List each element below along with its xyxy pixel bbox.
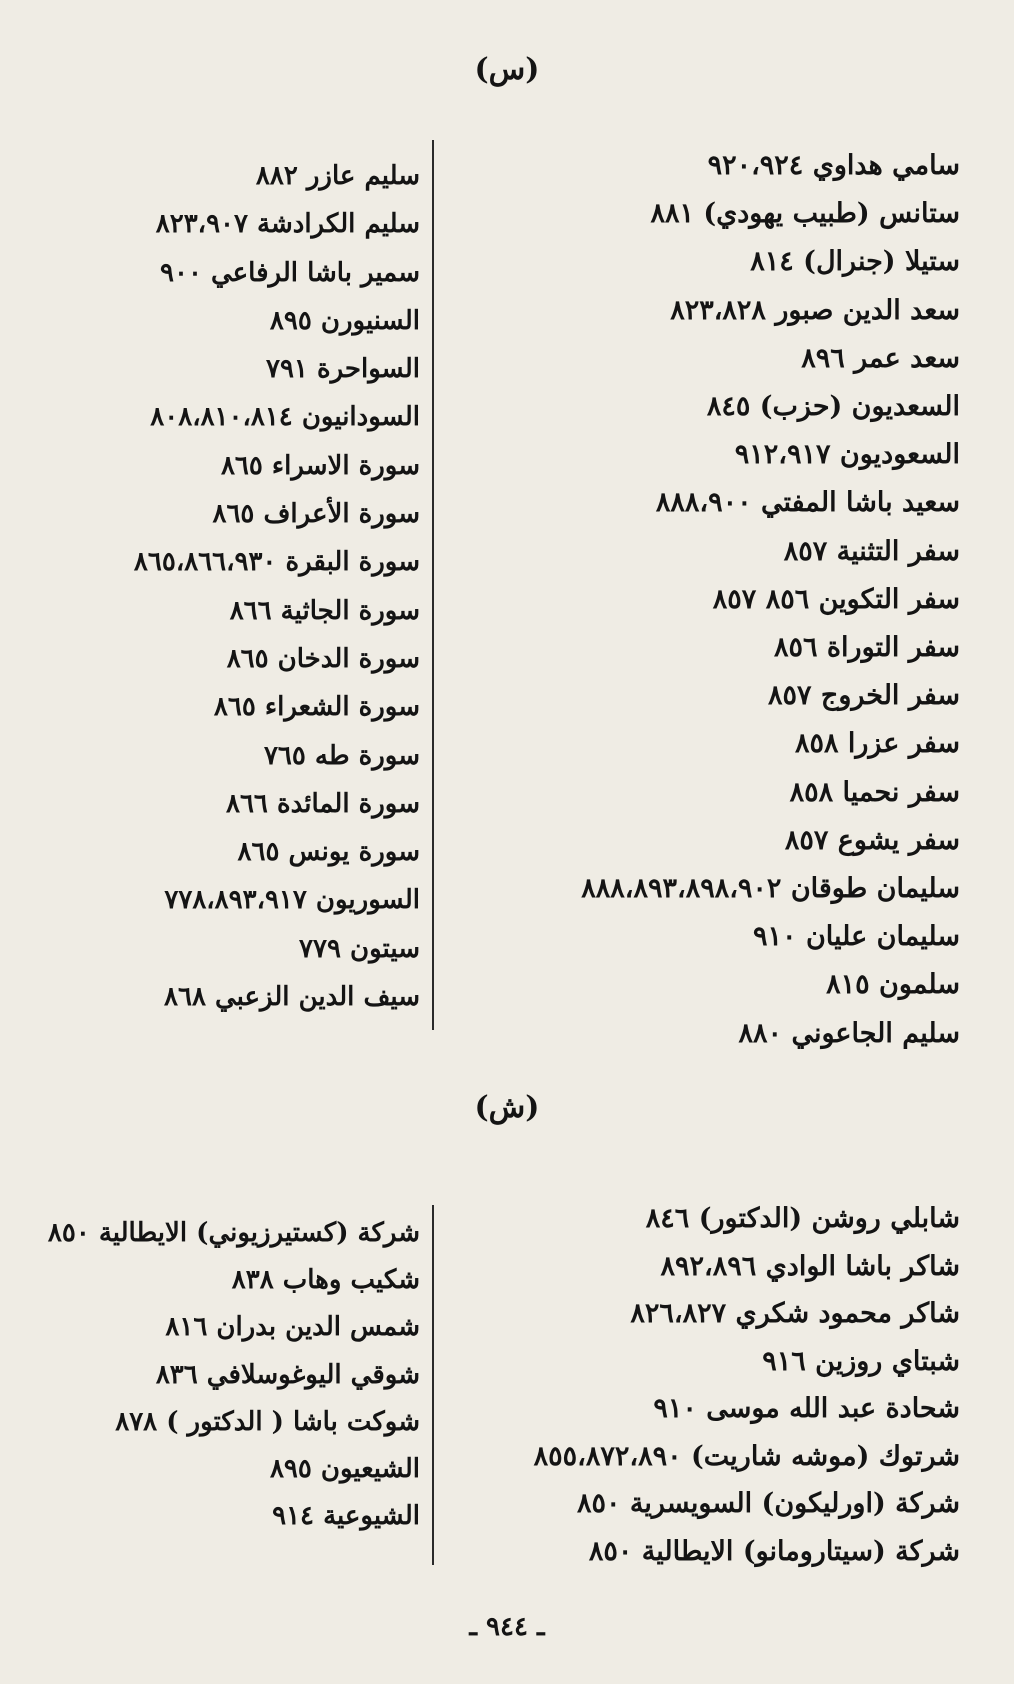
index-entry: شركة (كستيرزيوني) الايطالية ٨٥٠ <box>47 1218 420 1248</box>
index-entry: سفر عزرا ٨٥٨ <box>794 728 960 760</box>
index-entry: سورة يونس ٨٦٥ <box>237 837 420 868</box>
index-entry: سعد عمر ٨٩٦ <box>801 342 960 374</box>
page-number: ـ ٩٤٤ ـ <box>469 1612 545 1642</box>
index-entry: سورة المائدة ٨٦٦ <box>225 788 420 819</box>
index-entry: السنيورن ٨٩٥ <box>269 305 420 336</box>
index-entry: سفر التكوين ٨٥٦ ٨٥٧ <box>712 583 960 615</box>
index-entry: سورة الاسراء ٨٦٥ <box>220 450 420 481</box>
index-entry: شاكر محمود شكري ٨٢٦،٨٢٧ <box>630 1298 960 1329</box>
index-entry: شمس الدين بدران ٨١٦ <box>165 1312 420 1343</box>
index-entry: سلمون ٨١٥ <box>826 969 960 1001</box>
index-entry: سفر يشوع ٨٥٧ <box>784 824 960 856</box>
index-entry: سيتون ٧٧٩ <box>299 933 420 964</box>
index-entry: السعديون (حزب) ٨٤٥ <box>706 391 960 423</box>
index-entry: شوكت باشا ( الدكتور ) ٨٧٨ <box>115 1406 420 1437</box>
index-entry: شكيب وهاب ٨٣٨ <box>231 1265 420 1296</box>
index-entry: الشيوعية ٩١٤ <box>272 1501 420 1532</box>
index-entry: شاكر باشا الوادي ٨٩٢،٨٩٦ <box>660 1250 960 1282</box>
index-entry: سليم الكرادشة ٨٢٣،٩٠٧ <box>155 209 420 240</box>
index-entry: سليم عازر ٨٨٢ <box>255 161 420 191</box>
sheen-left-column <box>20 1210 420 1540</box>
index-entry: شرتوك (موشه شاريت) ٨٥٥،٨٧٢،٨٩٠ <box>533 1440 960 1472</box>
index-entry: سورة الشعراء ٨٦٥ <box>213 692 420 723</box>
column-divider <box>432 140 434 1030</box>
index-entry: شابلي روشن (الدكتور) ٨٤٦ <box>645 1203 960 1234</box>
section-heading-sheen: (ش) <box>474 1090 540 1125</box>
index-entry: سورة الأعراف ٨٦٥ <box>212 499 420 530</box>
index-entry: سورة الجاثية ٨٦٦ <box>229 595 420 626</box>
index-entry: سفر التوراة ٨٥٦ <box>773 632 960 664</box>
index-entry: سورة البقرة ٨٦٥،٨٦٦،٩٣٠ <box>133 547 420 578</box>
index-entry: السودانيون ٨٠٨،٨١٠،٨١٤ <box>150 402 420 433</box>
index-entry: سليم الجاعوني ٨٨٠ <box>738 1017 960 1049</box>
index-entry: سفر الخروج ٨٥٧ <box>767 680 960 712</box>
index-entry: سامي هداوي ٩٢٠،٩٢٤ <box>707 150 960 181</box>
index-entry: ستيلا (جنرال) ٨١٤ <box>750 246 960 278</box>
index-entry: سورة طه ٧٦٥ <box>263 740 420 771</box>
index-entry: السوريون ٧٧٨،٨٩٣،٩١٧ <box>164 885 420 916</box>
index-entry: السواحرة ٧٩١ <box>266 354 420 385</box>
index-entry: سعيد باشا المفتي ٨٨٨،٩٠٠ <box>655 487 960 519</box>
seen-left-column <box>20 152 420 1021</box>
column-divider <box>432 1205 434 1565</box>
section-heading-seen: (س) <box>474 52 540 87</box>
index-entry: ستانس (طبيب يهودي) ٨٨١ <box>650 198 960 230</box>
seen-right-column <box>450 142 960 1058</box>
index-entry: سليمان طوقان ٨٨٨،٨٩٣،٨٩٨،٩٠٢ <box>581 873 960 905</box>
index-entry: السعوديون ٩١٢،٩١٧ <box>734 439 960 471</box>
index-entry: الشيعيون ٨٩٥ <box>269 1454 420 1485</box>
index-entry: سعد الدين صبور ٨٢٣،٨٢٨ <box>670 294 960 326</box>
index-entry: سفر نحميا ٨٥٨ <box>789 776 960 808</box>
index-entry: سيف الدين الزعبي ٨٦٨ <box>164 982 420 1013</box>
index-entry: شركة (سيتارومانو) الايطالية ٨٥٠ <box>588 1535 960 1567</box>
index-entry: شبتاي روزين ٩١٦ <box>762 1345 960 1377</box>
index-entry: سفر التثنية ٨٥٧ <box>783 535 960 567</box>
index-entry: شحادة عبد الله موسى ٩١٠ <box>653 1393 960 1424</box>
index-entry: شركة (اورليكون) السويسرية ٨٥٠ <box>576 1488 960 1519</box>
index-entry: سمير باشا الرفاعي ٩٠٠ <box>160 257 420 288</box>
sheen-right-column <box>450 1195 960 1575</box>
index-entry: سورة الدخان ٨٦٥ <box>226 643 420 674</box>
index-entry: سليمان عليان ٩١٠ <box>753 921 960 953</box>
index-entry: شوقي اليوغوسلافي ٨٣٦ <box>155 1359 420 1390</box>
